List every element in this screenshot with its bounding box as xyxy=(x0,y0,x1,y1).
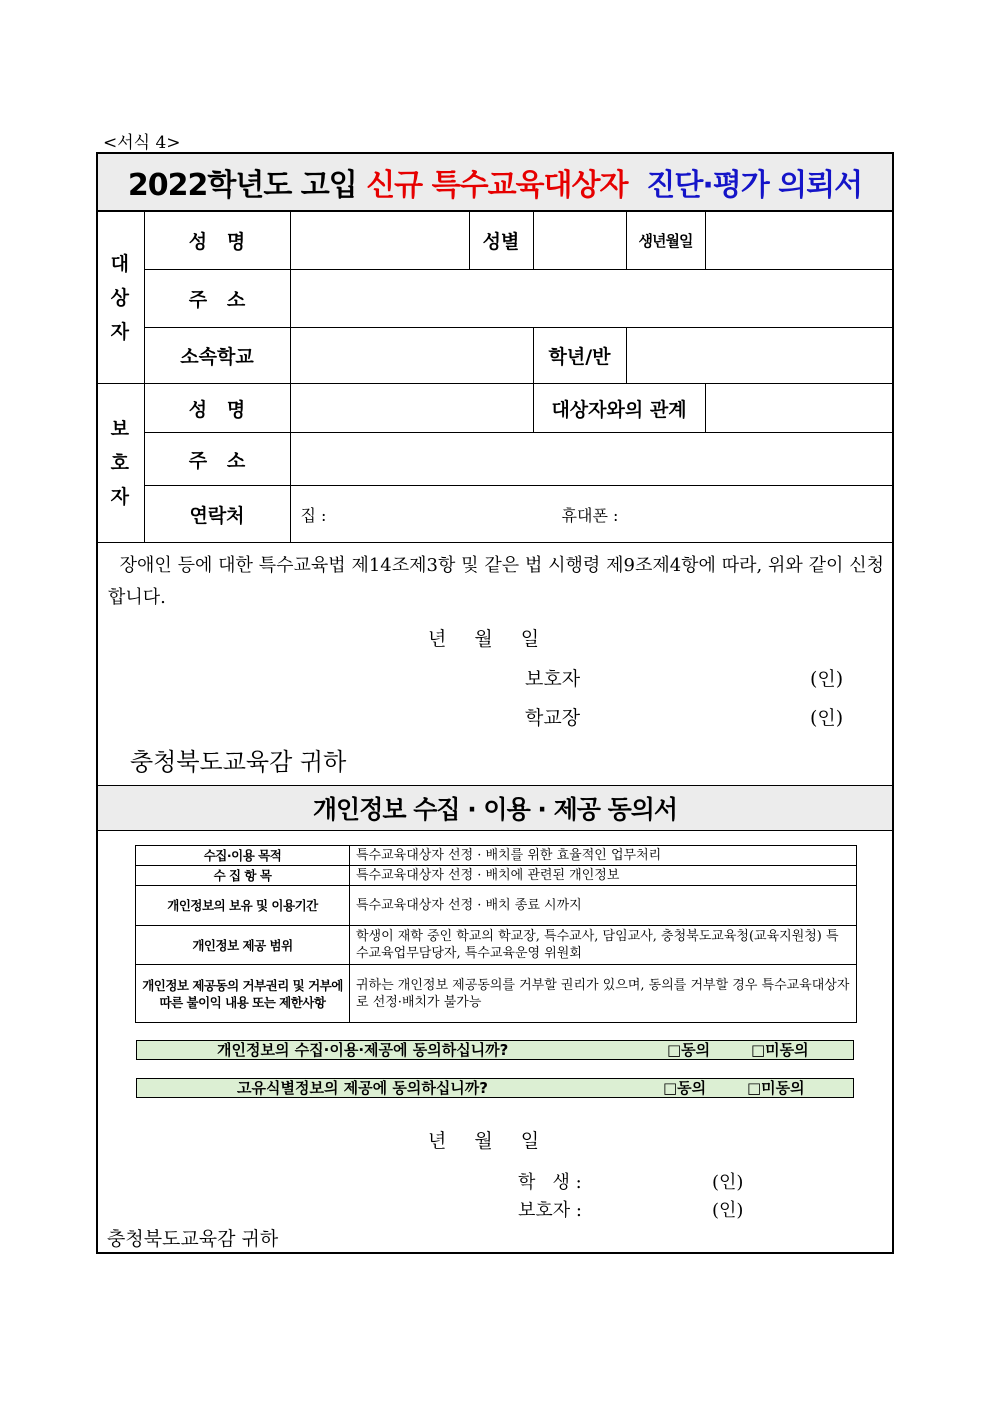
title-part-year: 2022학년도 고입 xyxy=(127,168,367,203)
question-text: 개인정보의 수집·이용·제공에 동의하십니까? xyxy=(217,1041,509,1059)
subject-address-label: 주 소 xyxy=(144,270,290,328)
consent-value: 귀하는 개인정보 제공동의를 거부할 권리가 있으며, 동의를 거부할 경우 특수교육대상자로 선정·배치가 불가능 xyxy=(350,965,857,1023)
guardian-group-label: 보 호 자 xyxy=(96,384,144,543)
guardian-sign-label: 보호자 xyxy=(525,668,581,690)
consent-value: 특수교육대상자 선정 · 배치에 관련된 개인정보 xyxy=(350,866,857,886)
mobile-phone-label: 휴대폰 : xyxy=(561,505,619,525)
student-seal: (인) xyxy=(712,1172,744,1193)
form-number-label: <서식 4> xyxy=(103,133,181,153)
consent-key: 개인정보 제공 범위 xyxy=(136,926,350,965)
subject-gender-label: 성별 xyxy=(469,212,533,270)
application-date-line: 년 월 일 xyxy=(428,628,540,650)
principal-seal: (인) xyxy=(810,707,844,729)
form-title xyxy=(98,154,892,211)
subject-address-field[interactable] xyxy=(290,270,894,328)
subject-grade-field[interactable] xyxy=(626,328,894,384)
question-text: 고유식별정보의 제공에 동의하십니까? xyxy=(237,1079,488,1097)
consent-info-table xyxy=(135,845,857,1023)
agree-checkbox[interactable]: □동의 xyxy=(663,1079,707,1097)
subject-grade-label: 학년/반 xyxy=(533,328,626,384)
consent-key: 수 집 항 목 xyxy=(136,866,350,886)
application-statement: 장애인 등에 대한 특수교육법 제14조제3항 및 같은 법 시행령 제9조제4항에 따라, 위와 같이 신청합니다. xyxy=(108,555,884,608)
consent-question-unique-id xyxy=(136,1078,854,1098)
subject-name-label: 성 명 xyxy=(144,212,290,270)
subject-school-label: 소속학교 xyxy=(144,328,290,384)
subject-birth-label: 생년월일 xyxy=(626,212,705,270)
applicant-info-table xyxy=(96,211,894,543)
subject-school-field[interactable] xyxy=(290,328,533,384)
consent-value: 특수교육대상자 선정 · 배치 종료 시까지 xyxy=(350,886,857,926)
agree-checkbox[interactable]: □동의 xyxy=(667,1041,711,1059)
disagree-checkbox[interactable]: □미동의 xyxy=(747,1079,805,1097)
consent-value: 학생이 재학 중인 학교의 학교장, 특수교사, 담임교사, 충청북도교육청(교육지원청) 특수교육업무담당자, 특수교육운영 위원회 xyxy=(350,926,857,965)
guardian-contact-field[interactable] xyxy=(290,486,894,543)
guardian-address-label: 주 소 xyxy=(144,433,290,486)
home-phone-label: 집 : xyxy=(300,505,327,525)
guardian-contact-label: 연락처 xyxy=(144,486,290,543)
title-part-assessment: 진단·평가 의뢰서 xyxy=(636,168,863,203)
consent-addressee: 충청북도교육감 귀하 xyxy=(107,1228,279,1250)
consent-guardian-seal: (인) xyxy=(712,1200,744,1221)
subject-gender-field[interactable] xyxy=(533,212,626,270)
subject-group-label: 대 상 자 xyxy=(96,212,144,384)
disagree-checkbox[interactable]: □미동의 xyxy=(751,1041,809,1059)
consent-key: 개인정보의 보유 및 이용기간 xyxy=(136,886,350,926)
consent-key: 수집·이용 목적 xyxy=(136,846,350,866)
guardian-address-field[interactable] xyxy=(290,433,894,486)
subject-birth-field[interactable] xyxy=(705,212,894,270)
addressee: 충청북도교육감 귀하 xyxy=(130,748,347,776)
consent-key: 개인정보 제공동의 거부권리 및 거부에 따른 불이익 내용 또는 제한사항 xyxy=(136,965,350,1023)
consent-question-personal-info xyxy=(136,1040,854,1060)
consent-value: 특수교육대상자 선정 · 배치를 위한 효율적인 업무처리 xyxy=(350,846,857,866)
consent-date-line: 년 월 일 xyxy=(428,1130,540,1152)
principal-sign-label: 학교장 xyxy=(525,707,581,729)
guardian-name-field[interactable] xyxy=(290,384,533,433)
student-sign-label: 학 생 : xyxy=(518,1172,582,1193)
consent-title: 개인정보 수집 · 이용 · 제공 동의서 xyxy=(98,785,892,831)
guardian-seal: (인) xyxy=(810,668,844,690)
guardian-relation-label: 대상자와의 관계 xyxy=(533,384,705,433)
subject-name-field[interactable] xyxy=(290,212,469,270)
guardian-relation-field[interactable] xyxy=(705,384,894,433)
consent-guardian-sign-label: 보호자 : xyxy=(518,1200,582,1221)
title-part-new: 신규 특수교육대상자 xyxy=(366,168,637,203)
guardian-name-label: 성 명 xyxy=(144,384,290,433)
